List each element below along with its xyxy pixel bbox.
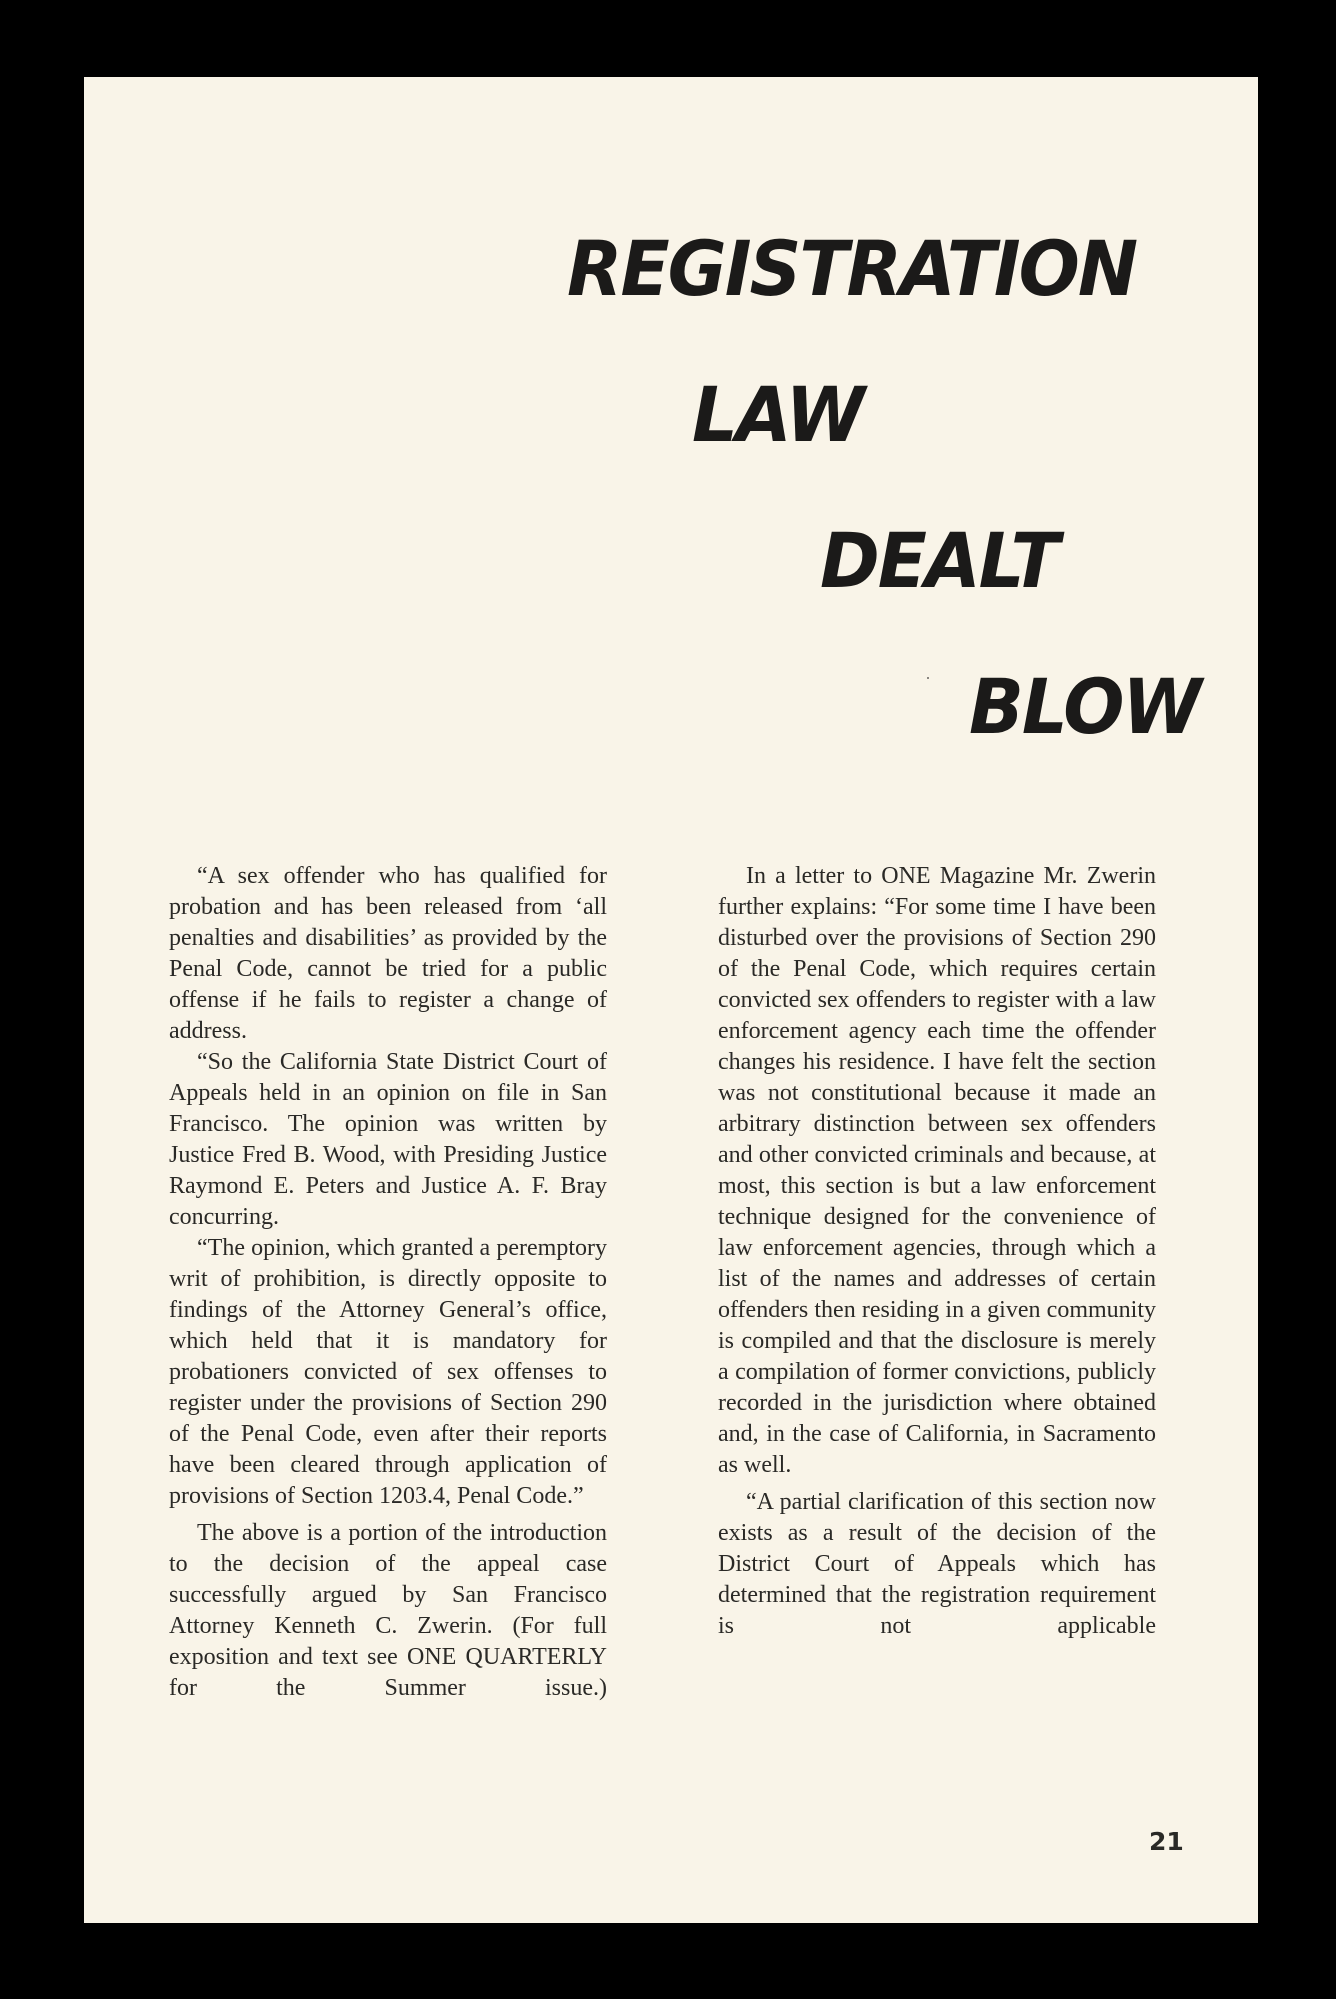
article-paragraph: “So the California State District Court of Appeals held in an opinion on file in San Francisco. The opinion was written by Justice Fred B. Wood, with Presiding Justice Raymond E. Peters and Justice A. F. Bray concurring. [169, 1049, 607, 1230]
article-paragraph: In a letter to ONE Magazine Mr. Zwerin further explains: “For some time I have been disturbed over the provisions of Section 290 of the Penal Code, which requires certain convicted sex offenders to register with a law enforcement agency each time the offender changes his residence. I have felt the section was not constitutional because it made an arbitrary distinction between sex offenders and other convicted criminals and because, at most, this section is but a law enforcement technique designed for the convenience of law enforcement agencies, through which a list of the names and addresses of certain offenders then residing in a given community is compiled and that the disclosure is merely a compilation of former convictions, publicly recorded in the jurisdiction where obtained and, in the case of California, in Sacramento as well. [718, 863, 1156, 1478]
article-column-right [718, 861, 1156, 1642]
page-number: 21 [1149, 1827, 1184, 1856]
headline-line-3: DEALT [820, 516, 1058, 605]
magazine-page [84, 77, 1258, 1923]
article-paragraph: “The opinion, which granted a peremptory writ of prohibition, is directly opposite to findings of the Attorney General’s office, which held that it is mandatory for probationers convicted of sex offenses to register under the provisions of Section 290 of the Penal Code, even after their reports have been cleared through application of provisions of Section 1203.4, Penal Code.” [169, 1235, 607, 1509]
article-column-left [169, 861, 607, 1704]
article-paragraph: “A sex offender who has qualified for probation and has been released from ‘all penalties and disabilities’ as provided by the Penal Code, cannot be tried for a public offense if he fails to register a change of address. [169, 863, 607, 1044]
headline-line-1: REGISTRATION [567, 224, 1137, 313]
article-paragraph: “A partial clarification of this section now exists as a result of the decision of the District Court of Appeals which has determined that the registration requirement is not applicable [718, 1489, 1156, 1639]
headline-line-2: LAW [692, 370, 864, 459]
print-speck [927, 677, 929, 679]
headline-line-4: BLOW [969, 662, 1200, 751]
article-paragraph: The above is a portion of the introduction to the decision of the appeal case successfully argued by San Francisco Attorney Kenneth C. Zwerin. (For full exposition and text see ONE QUARTERLY for the Summer issue.) [169, 1520, 607, 1701]
